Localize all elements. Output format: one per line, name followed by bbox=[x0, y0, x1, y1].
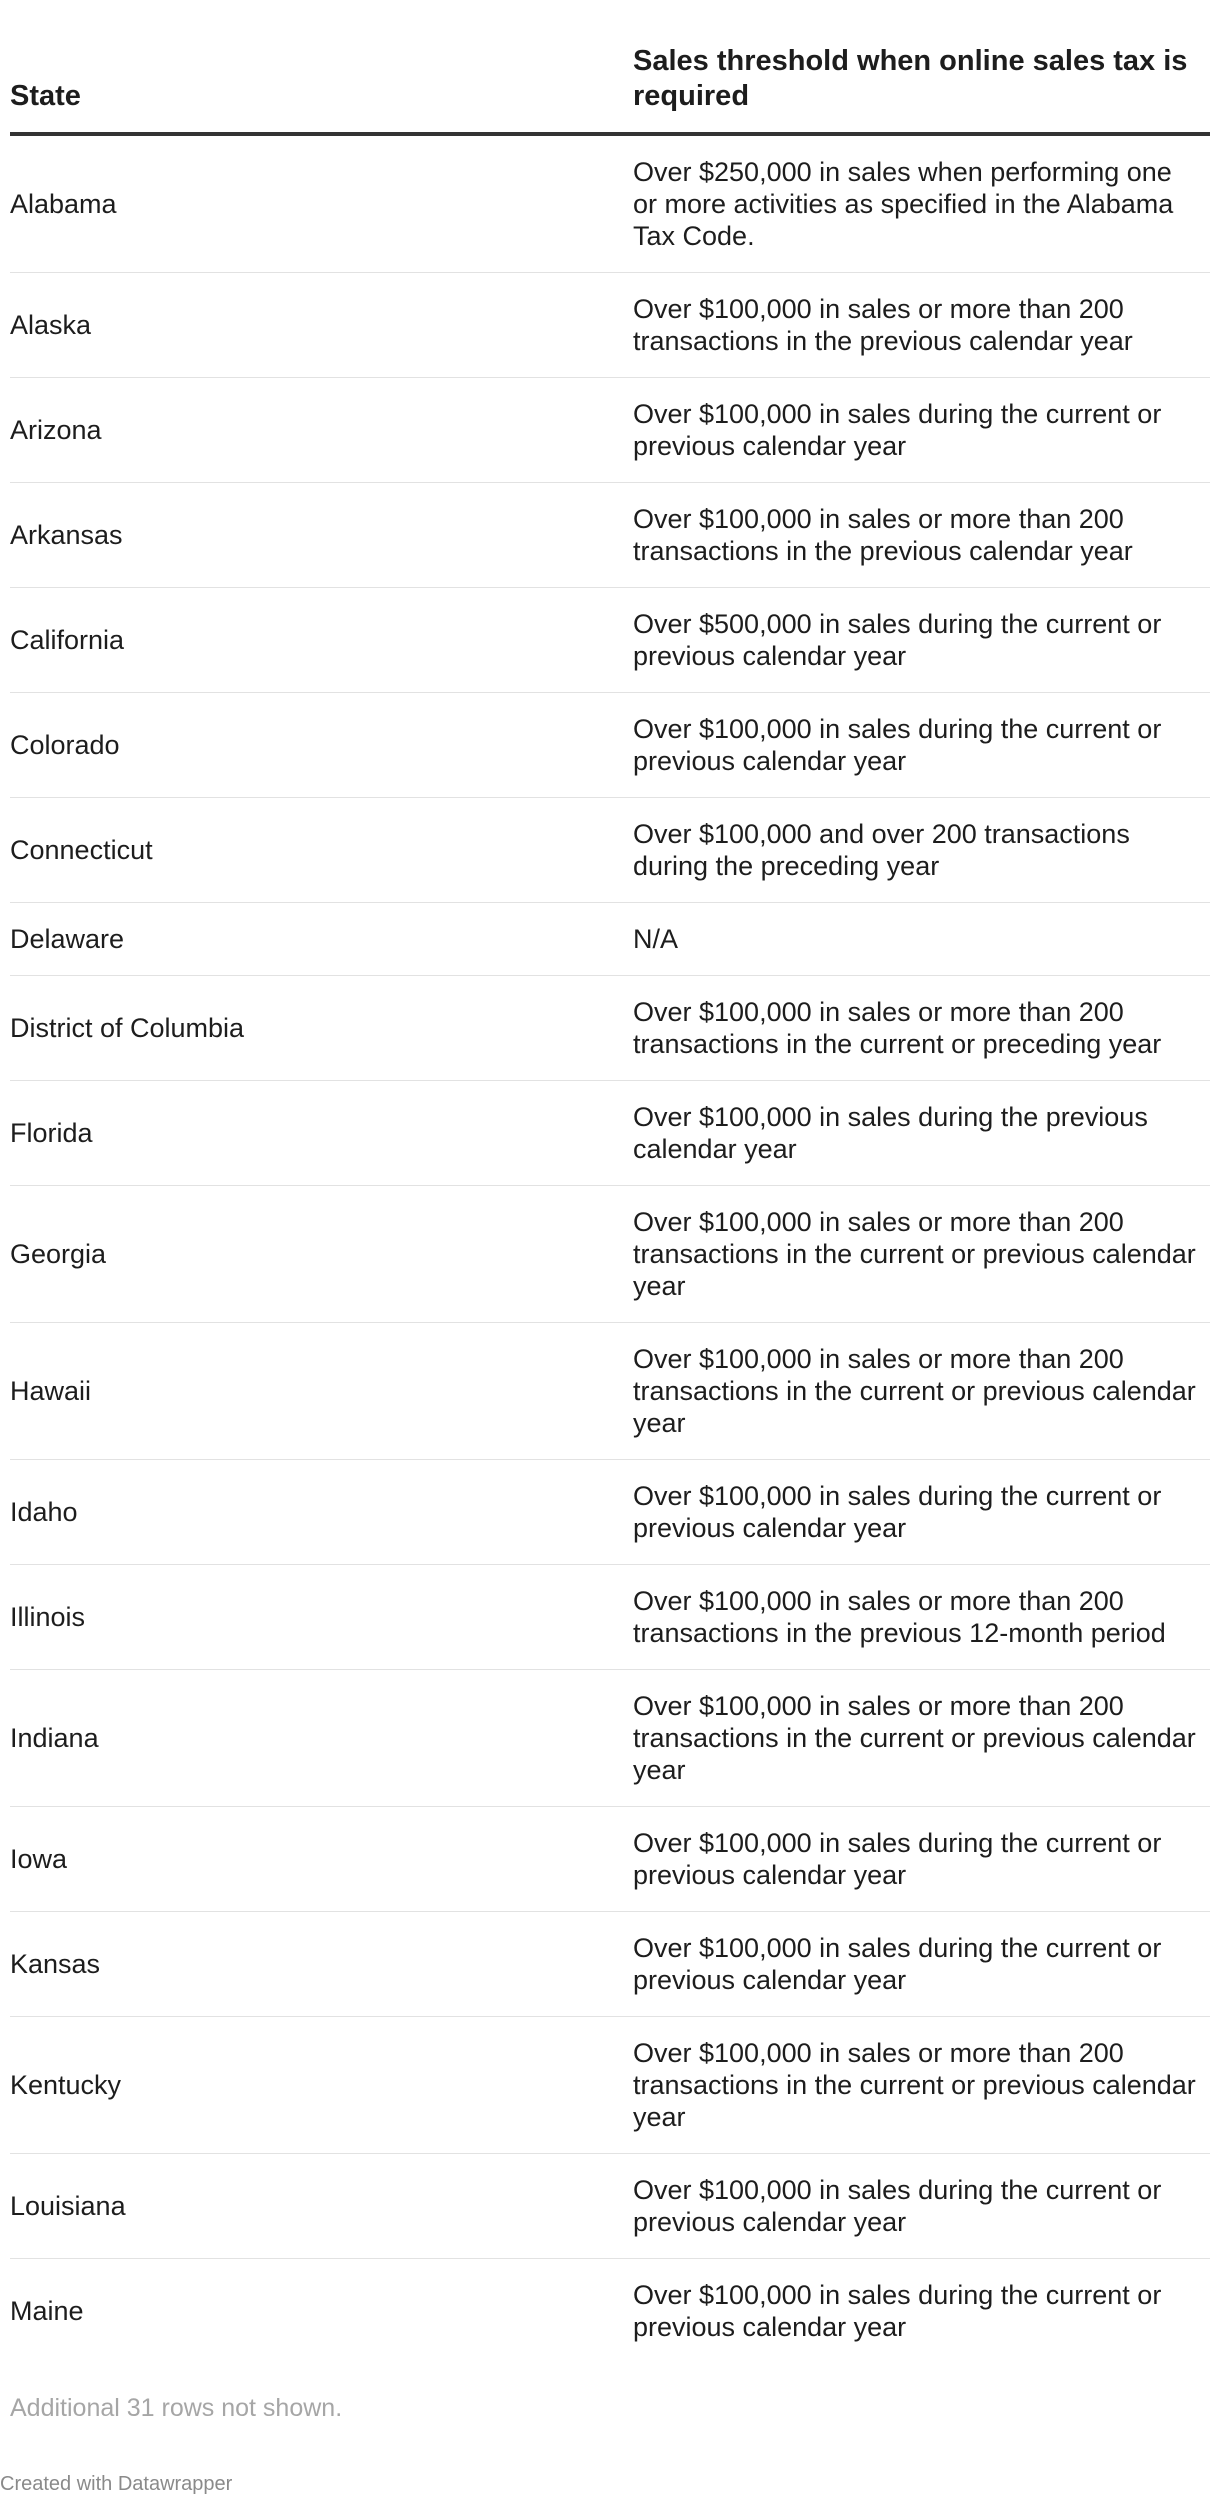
state-cell: Maine bbox=[10, 2296, 84, 2326]
threshold-cell: Over $100,000 and over 200 transactions during the preceding year bbox=[633, 798, 1210, 903]
table-body bbox=[10, 134, 1210, 2363]
state-cell: Illinois bbox=[10, 1565, 633, 1670]
table-row bbox=[10, 1186, 1210, 1323]
table-row bbox=[10, 2154, 1210, 2259]
state-cell: Colorado bbox=[10, 693, 633, 798]
table-row bbox=[10, 976, 1210, 1081]
state-cell: Arizona bbox=[10, 378, 633, 483]
state-cell: District of Columbia bbox=[10, 976, 633, 1081]
header-row bbox=[10, 0, 1210, 134]
table-row bbox=[10, 2017, 1210, 2154]
threshold-cell: Over $100,000 in sales during the previous calendar year bbox=[633, 1081, 1210, 1186]
table-row bbox=[10, 1565, 1210, 1670]
sales-tax-table bbox=[10, 0, 1210, 2363]
state-cell: Florida bbox=[10, 1081, 633, 1186]
table-header bbox=[10, 0, 1210, 134]
state-cell: Alabama bbox=[10, 134, 633, 273]
state-cell: Connecticut bbox=[10, 798, 633, 903]
threshold-cell: Over $100,000 in sales during the current or previous calendar year bbox=[633, 378, 1210, 483]
table-notes: Additional 31 rows not shown. bbox=[10, 2394, 343, 2422]
threshold-cell: Over $100,000 in sales during the current or previous calendar year bbox=[633, 1807, 1210, 1912]
table-container bbox=[10, 0, 1210, 2423]
state-cell: California bbox=[10, 588, 633, 693]
threshold-cell: N/A bbox=[633, 903, 1210, 976]
table-row bbox=[10, 1081, 1210, 1186]
table-row bbox=[10, 1670, 1210, 1807]
state-cell: Indiana bbox=[10, 1670, 633, 1807]
state-cell: Kansas bbox=[10, 1912, 633, 2017]
state-cell: Alaska bbox=[10, 273, 633, 378]
state-cell: Delaware bbox=[10, 903, 633, 976]
threshold-cell: Over $100,000 in sales during the current or previous calendar year bbox=[633, 2154, 1210, 2259]
threshold-cell: Over $100,000 in sales or more than 200 transactions in the current or previous calendar year bbox=[633, 2017, 1210, 2154]
threshold-cell: Over $100,000 in sales during the current or previous calendar year bbox=[633, 1460, 1210, 1565]
threshold-cell: Over $100,000 in sales or more than 200 transactions in the previous 12-month period bbox=[633, 1565, 1210, 1670]
threshold-cell: Over $100,000 in sales during the current or previous calendar year bbox=[633, 1912, 1210, 2017]
threshold-cell: Over $100,000 in sales or more than 200 transactions in the current or previous calendar year bbox=[633, 1670, 1210, 1807]
table-row bbox=[10, 903, 1210, 976]
table-row bbox=[10, 588, 1210, 693]
table-row bbox=[10, 378, 1210, 483]
threshold-cell: Over $100,000 in sales during the current or previous calendar year bbox=[633, 2280, 1162, 2342]
table-row bbox=[10, 273, 1210, 378]
threshold-cell: Over $250,000 in sales when performing one or more activities as specified in the Alabama Tax Code. bbox=[633, 134, 1210, 273]
threshold-cell: Over $100,000 in sales during the current or previous calendar year bbox=[633, 693, 1210, 798]
column-header-threshold[interactable]: Sales threshold when online sales tax is required bbox=[633, 0, 1210, 134]
table-row bbox=[10, 2259, 1210, 2364]
credit-text: Created with Datawrapper bbox=[0, 2473, 233, 2495]
table-row bbox=[10, 134, 1210, 273]
table-row bbox=[10, 1807, 1210, 1912]
table-row bbox=[10, 1460, 1210, 1565]
table-row bbox=[10, 1912, 1210, 2017]
table-row bbox=[10, 483, 1210, 588]
state-cell: Arkansas bbox=[10, 483, 633, 588]
state-cell: Iowa bbox=[10, 1807, 633, 1912]
threshold-cell: Over $100,000 in sales or more than 200 transactions in the current or previous calendar year bbox=[633, 1323, 1210, 1460]
state-cell: Louisiana bbox=[10, 2154, 633, 2259]
threshold-cell: Over $100,000 in sales or more than 200 transactions in the previous calendar year bbox=[633, 273, 1210, 378]
table-row bbox=[10, 1323, 1210, 1460]
threshold-cell: Over $500,000 in sales during the current or previous calendar year bbox=[633, 588, 1210, 693]
state-cell: Idaho bbox=[10, 1460, 633, 1565]
threshold-cell: Over $100,000 in sales or more than 200 transactions in the current or preceding year bbox=[633, 976, 1210, 1081]
table-row bbox=[10, 693, 1210, 798]
threshold-cell: Over $100,000 in sales or more than 200 transactions in the previous calendar year bbox=[633, 483, 1210, 588]
table-row bbox=[10, 798, 1210, 903]
column-header-state[interactable]: State bbox=[10, 0, 633, 134]
threshold-cell: Over $100,000 in sales or more than 200 transactions in the current or previous calendar year bbox=[633, 1186, 1210, 1323]
state-cell: Kentucky bbox=[10, 2017, 633, 2154]
state-cell: Georgia bbox=[10, 1186, 633, 1323]
state-cell: Hawaii bbox=[10, 1323, 633, 1460]
